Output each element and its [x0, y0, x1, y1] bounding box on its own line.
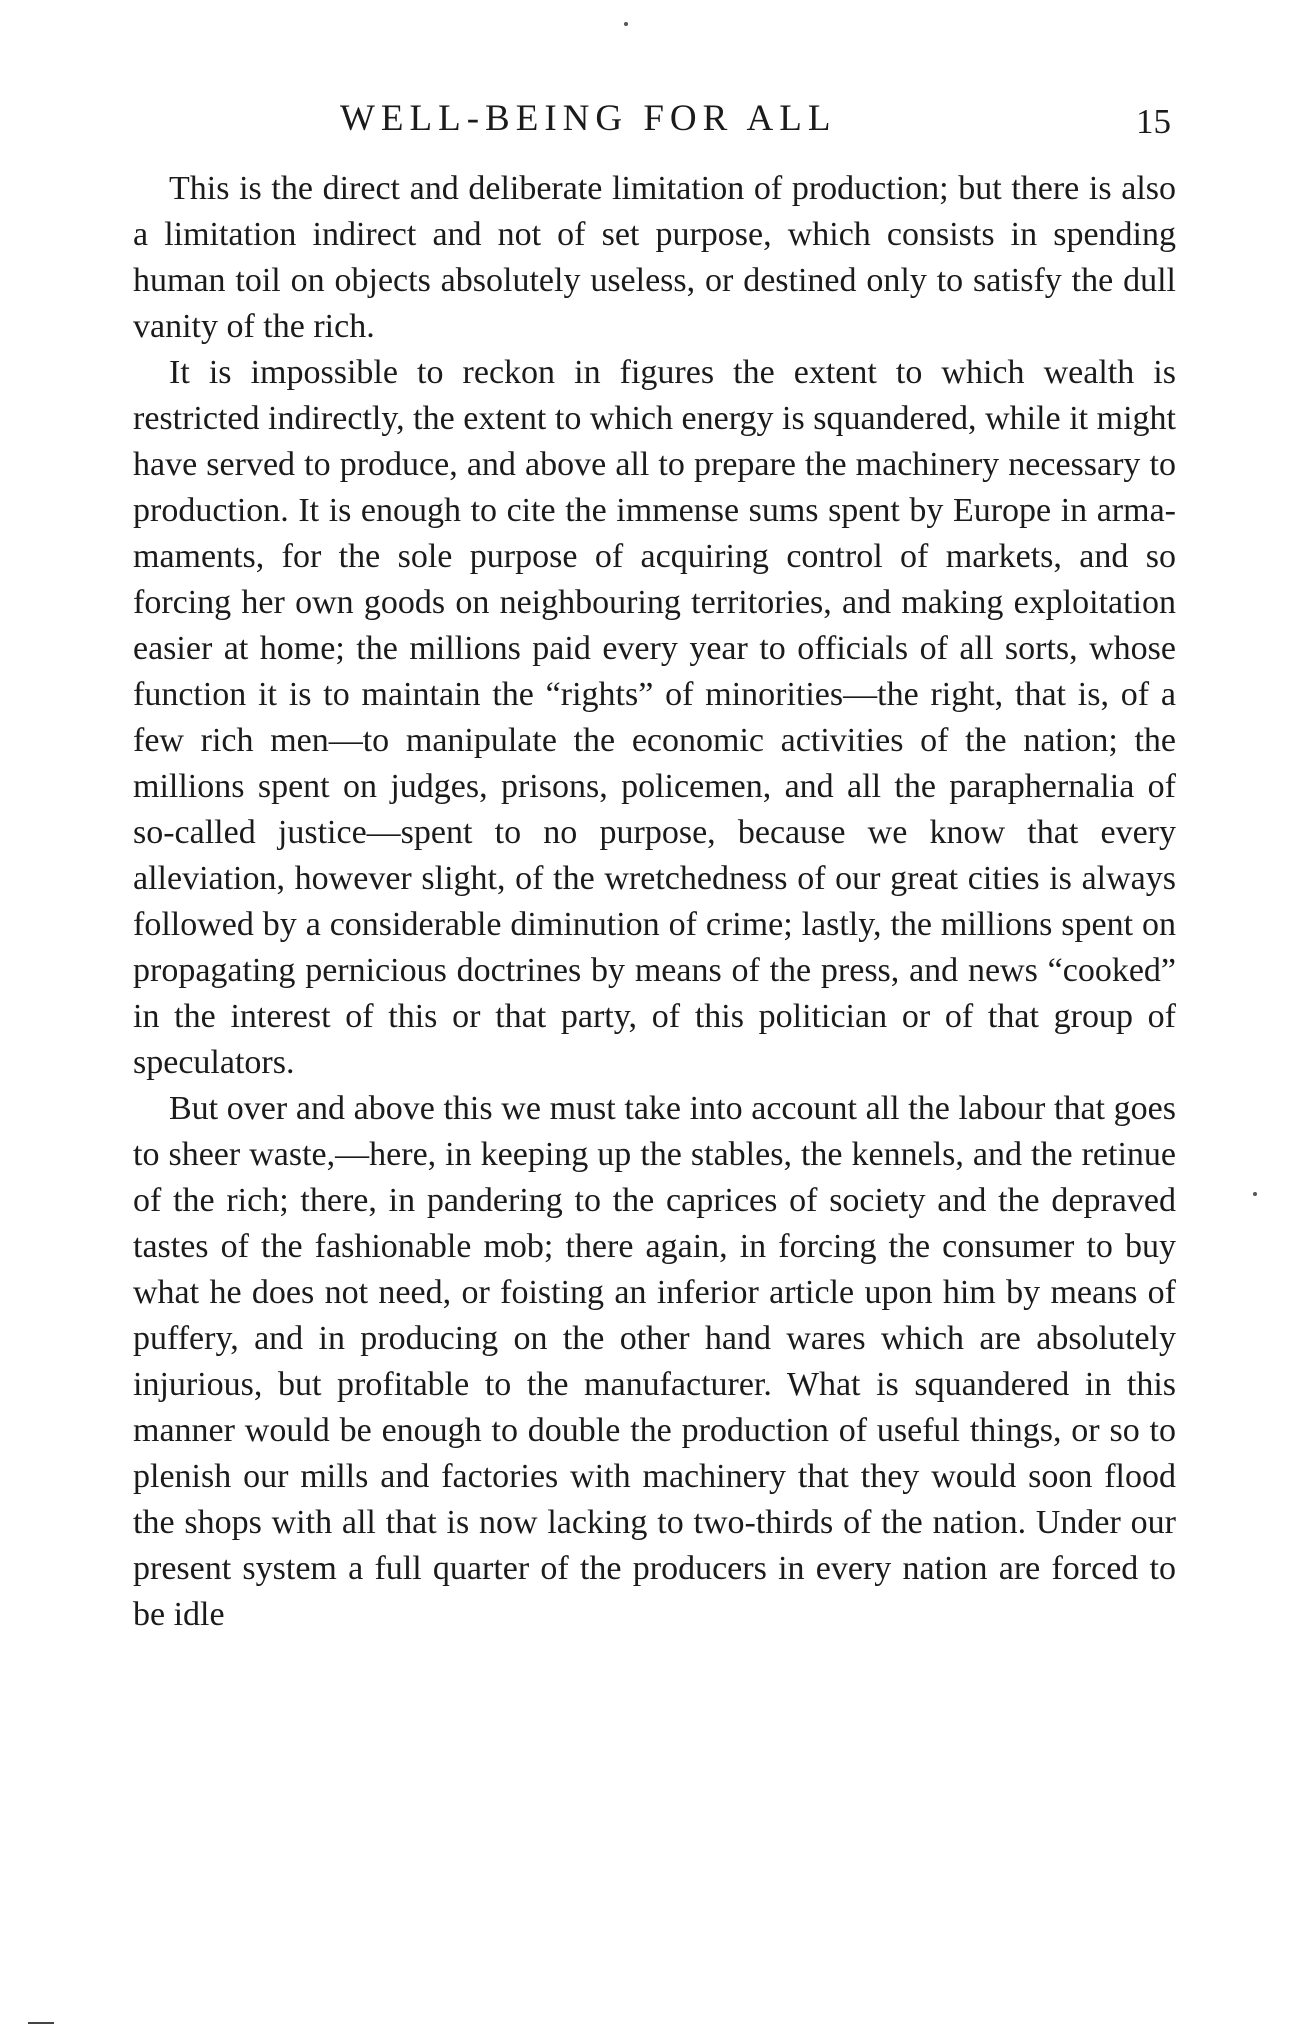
- paragraph-2: It is impossible to reckon in figures the extent to which wealth is restricted indirectly, the extent to which energy is squandered, while it might have served to produce, and above all to prepare the machinery necessary to production. It is enough to cite the immense sums spent by Europe in armamaments, for the sole purpose of acquiring control of markets, and so forcing her own goods on neighbouring territories, and making exploitation easier at home; the millions paid every year to officials of all sorts, whose function it is to maintain the “rights” of minorities—the right, that is, of a few rich men—to manipulate the economic activities of the nation; the millions spent on judges, prisons, policemen, and all the paraphernalia of so-called justice—spent to no purpose, because we know that every alleviation, however slight, of the wretchedness of our great cities is always followed by a considerable diminution of crime; lastly, the millions spent on propagating pernicious doctrines by means of the press, and news “cooked” in the interest of this or that party, of this politician or of that group of speculators.: [133, 354, 1176, 1081]
- body-text: [133, 166, 1176, 1638]
- running-title: WELL-BEING FOR ALL: [340, 98, 837, 139]
- paragraph-1: This is the direct and deliberate limitation of production; but there is also a limitation indirect and not of set purpose, which consists in spending human toil on objects absolutely useless, or destined only to satisfy the dull vanity of the rich.: [133, 170, 1176, 345]
- page-number: 15: [1136, 102, 1171, 141]
- top-speck-mark: [624, 22, 628, 26]
- paragraph-3: But over and above this we must take into account all the labour that goes to sheer waste,—here, in keeping up the stables, the kennels, and the retinue of the rich; there, in pandering to the caprices of society and the depraved tastes of the fashionable mob; there again, in forcing the consumer to buy what he does not need, or foisting an inferior article upon him by means of puffery, and in producing on the other hand wares which are absolutely injurious, but profitable to the manufacturer. What is squandered in this manner would be enough to double the production of useful things, or so to plenish our mills and factories with machinery that they would soon flood the shops with all that is now lacking to two-thirds of the nation. Under our present system a full quarter of the producers in every nation are forced to be idle: [133, 1090, 1176, 1633]
- margin-speck-mark: [1253, 1192, 1257, 1196]
- bottom-edge-mark: [28, 2022, 54, 2024]
